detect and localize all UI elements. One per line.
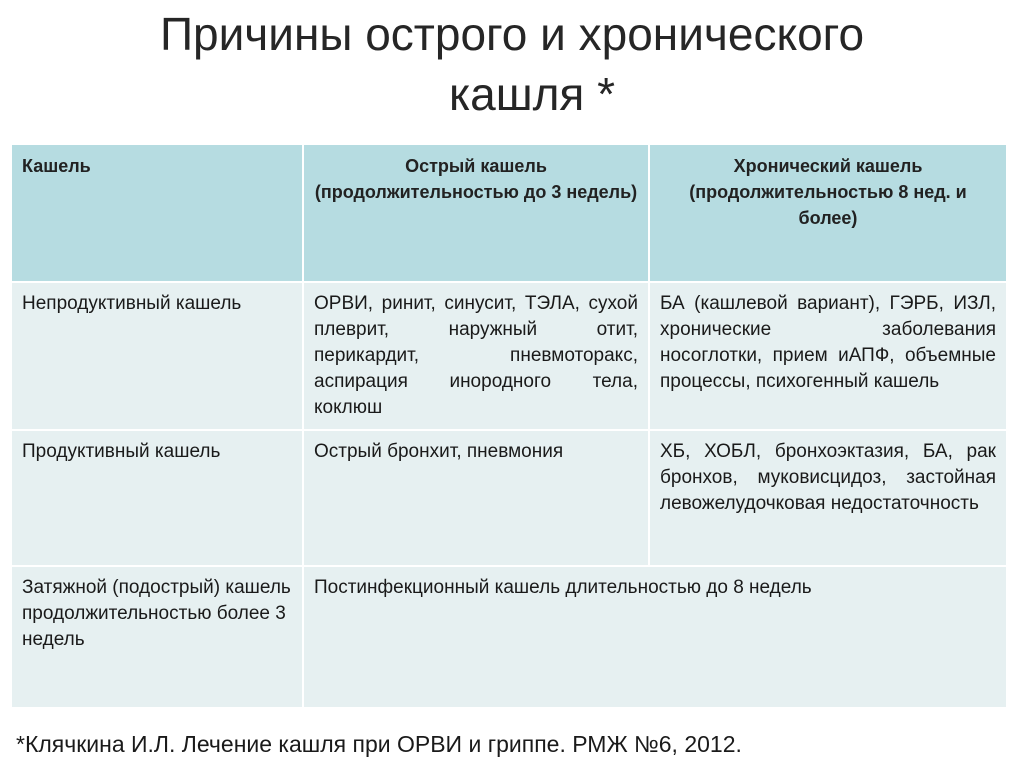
slide-title [0, 4, 1024, 124]
table-header [11, 144, 1007, 282]
cell-chronic-causes: ХБ, ХОБЛ, бронхоэктазия, БА, рак бронхов, муковисцидоз, застойная левожелудочковая недостаточность [649, 430, 1007, 566]
table-row [11, 430, 1007, 566]
table-row [11, 566, 1007, 708]
cough-causes-table [10, 143, 1008, 709]
header-row [11, 144, 1007, 282]
cell-cough-type: Затяжной (подострый) кашель продолжительностью более 3 недель [11, 566, 303, 708]
header-acute-cough: Острый кашель (продолжительностью до 3 недель) [303, 144, 649, 282]
slide-title-line-1: Причины острого и хронического [159, 8, 865, 60]
cell-acute-causes: ОРВИ, ринит, синусит, ТЭЛА, сухой плеврит, наружный отит, перикардит, пневмоторакс, аспирация инородного тела, коклюш [303, 282, 649, 430]
cell-subacute-causes: Постинфекционный кашель длительностью до 8 недель [303, 566, 1007, 708]
slide-title-line-2: кашля * [448, 68, 616, 120]
cell-acute-causes: Острый бронхит, пневмония [303, 430, 649, 566]
cell-cough-type: Непродуктивный кашель [11, 282, 303, 430]
table-body [11, 282, 1007, 708]
header-chronic-cough: Хронический кашель (продолжительностью 8 нед. и более) [649, 144, 1007, 282]
cell-cough-type: Продуктивный кашель [11, 430, 303, 566]
footnote-citation: *Клячкина И.Л. Лечение кашля при ОРВИ и гриппе. РМЖ №6, 2012. [16, 731, 742, 757]
table-row [11, 282, 1007, 430]
header-cough-type: Кашель [11, 144, 303, 282]
cell-chronic-causes: БА (кашлевой вариант), ГЭРБ, ИЗЛ, хронические заболевания носоглотки, прием иАПФ, объемные процессы, психогенный кашель [649, 282, 1007, 430]
